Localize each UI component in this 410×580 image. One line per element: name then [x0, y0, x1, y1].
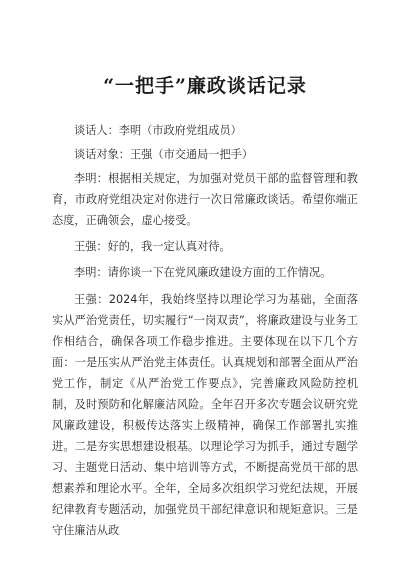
paragraph-2: 王强：好的，我一定认真对待。 [74, 240, 231, 253]
paragraph-4: 王强：2024年，我始终坚持以理论学习为基础，全面落实从严治党责任，切实履行“一岗双责”，将廉政建设与业务工作相结合，确保各项工作稳步推进。主要体现在以下几个方面：一是压实从严治党主体责任。认真规划和部署全面从严治党工作，制定《从严治党工作要点》，完善廉政风险防控机制，及时预防和化解廉洁风险。全年召开多次专题会议研究党风廉政建设，积极传达落实上级精神，确保工作部署扎实推进。二是夯实思想建设根基。以理论学习为抓手，通过专题学习、主题党日活动、集中培训等方式，不断提高党员干部的思想素养和理论水平。全年，全局多次组织学习党纪法规，开展纪律教育专题活动，加强党员干部纪律意识和规矩意识。三是守住廉洁从政 [52, 293, 358, 537]
paragraph-3: 李明：请你谈一下在党风廉政建设方面的工作情况。 [74, 266, 332, 279]
meta-speaker: 谈话人：李明（市政府党组成员） [74, 124, 242, 137]
paragraph-1: 李明：根据相关规定，为加强对党员干部的监督管理和教育，市政府党组决定对你进行一次日常廉政谈话。希望你端正态度，正确领会，虚心接受。 [52, 172, 358, 227]
document-title: “一把手”廉政谈话记录 [103, 75, 307, 97]
meta-target: 谈话对象：王强（市交通局一把手） [74, 148, 254, 161]
conversation-body [52, 168, 358, 541]
meta-block [52, 120, 358, 166]
